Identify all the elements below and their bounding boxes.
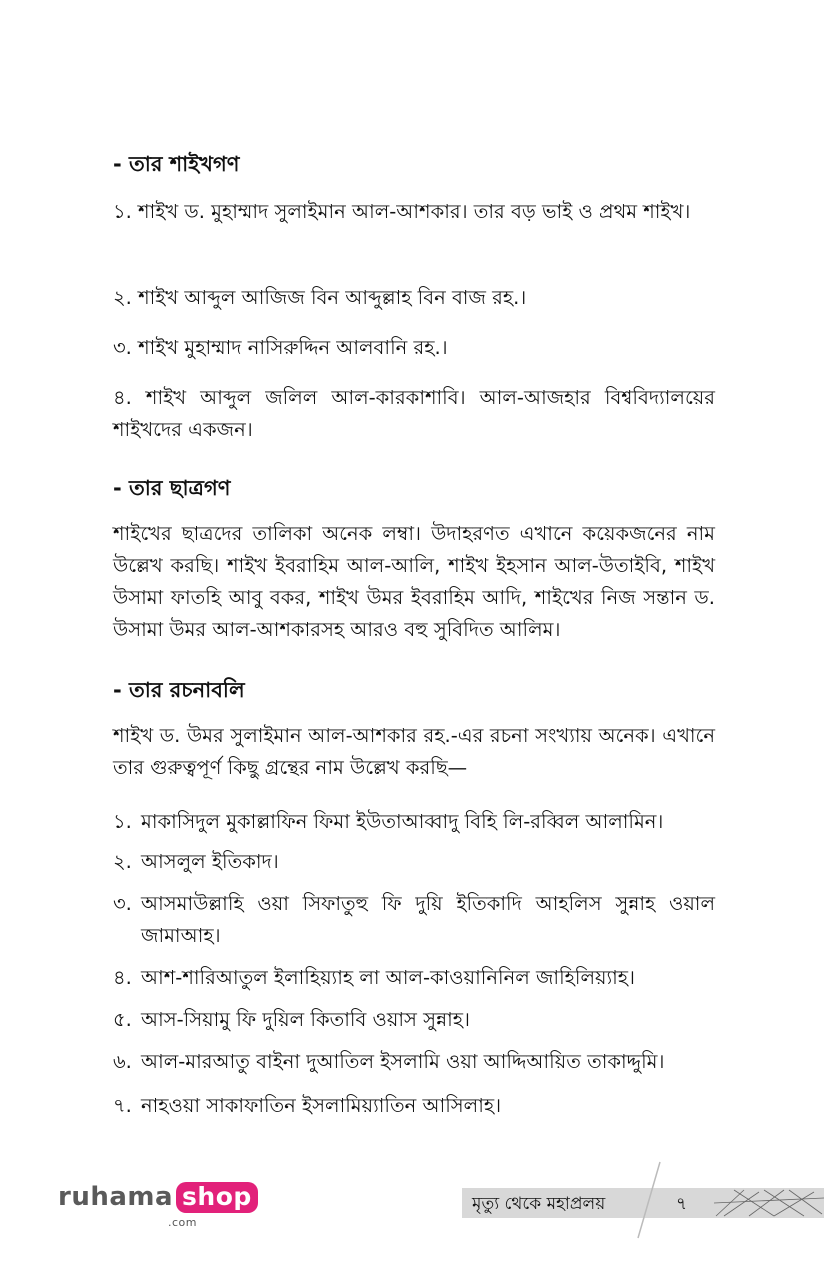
work-title: নাহওয়া সাকাফাতিন ইসলামিয়্যাতিন আসিলাহ। [141,1094,502,1117]
teacher-item-4: ৪. শাইখ আব্দুল জলিল আল-কারকাশাবি। আল-আজহার বিশ্ববিদ্যালয়ের শাইখদের একজন। [113,386,715,441]
work-item-7 [113,1090,715,1122]
teacher-item-3: ৩. শাইখ মুহাম্মাদ নাসিরুদ্দিন আলবানি রহ.। [113,336,448,359]
section-heading-teachers: - তার শাইখগণ [113,152,240,176]
work-item-1 [113,806,715,838]
work-number: ৪. [113,966,132,989]
ruhamashop-logo [58,1182,258,1229]
work-item-5 [113,1004,715,1036]
decorative-lines-icon [714,1188,824,1218]
work-number: ২. [113,850,132,873]
work-number: ১. [113,810,132,833]
work-item-3 [113,888,715,952]
students-paragraph: শাইখের ছাত্রদের তালিকা অনেক লম্বা। উদাহরণত এখানে কয়েকজনের নাম উল্লেখ করছি। শাইখ ইবরাহিম আল-আলি, শাইখ ইহসান আল-উতাইবি, শাইখ উসামা ফাতহি আবু বকর, শাইখ উমর ইবরাহিম আদি, শাইখের নিজ সন্তান ড. উসামা উমর আল-আশকারসহ আরও বহু সুবিদিত আলিম। [113,522,715,641]
work-title: মাকাসিদুল মুকাল্লাফিন ফিমা ইউতাআব্বাদু বিহি লি-রব্বিল আলামিন। [141,810,664,833]
book-title: মৃত্যু থেকে মহাপ্রলয় [472,1194,606,1214]
logo-main-text: ruhama [58,1182,174,1212]
work-title: আসমাউল্লাহি ওয়া সিফাতুহু ফি দুয়ি ইতিকাদি আহলিস সুন্নাহ ওয়াল জামাআহ। [141,892,715,947]
work-item-6 [113,1046,715,1078]
work-title: আস-সিয়ামু ফি দুয়িল কিতাবি ওয়াস সুন্নাহ। [141,1008,470,1031]
section-heading-students: - তার ছাত্রগণ [113,476,231,500]
work-number: ৭. [113,1094,132,1117]
work-number: ৫. [113,1008,132,1031]
work-title: আল-মারআতু বাইনা দুআতিল ইসলামি ওয়া আদ্দিআয়িত তাকাদ্দুমি। [141,1050,665,1073]
divider-slash-icon [628,1160,668,1240]
work-title: আসলুল ইতিকাদ। [141,850,279,873]
logo-shop-badge: shop [176,1182,258,1213]
page-footer [0,1160,825,1240]
teacher-item-2: ২. শাইখ আব্দুল আজিজ বিন আব্দুল্লাহ বিন বাজ রহ.। [113,286,527,309]
work-item-2 [113,846,715,878]
work-number: ৬. [113,1050,132,1073]
logo-dotcom: .com [168,1216,197,1229]
works-intro-paragraph: শাইখ ড. উমর সুলাইমান আল-আশকার রহ.-এর রচনা সংখ্যায় অনেক। এখানে তার গুরুত্বপূর্ণ কিছু গ্রন্থের নাম উল্লেখ করছি— [113,724,715,779]
work-item-4 [113,962,715,994]
page-number: ৭ [676,1194,688,1214]
work-title: আশ-শারিআতুল ইলাহিয়্যাহ লা আল-কাওয়ানিনিল জাহিলিয়্যাহ। [141,966,636,989]
section-heading-works: - তার রচনাবলি [113,678,245,702]
teacher-item-1: ১. শাইখ ড. মুহাম্মাদ সুলাইমান আল-আশকার। তার বড় ভাই ও প্রথম শাইখ। [113,200,691,223]
work-number: ৩. [113,892,132,915]
